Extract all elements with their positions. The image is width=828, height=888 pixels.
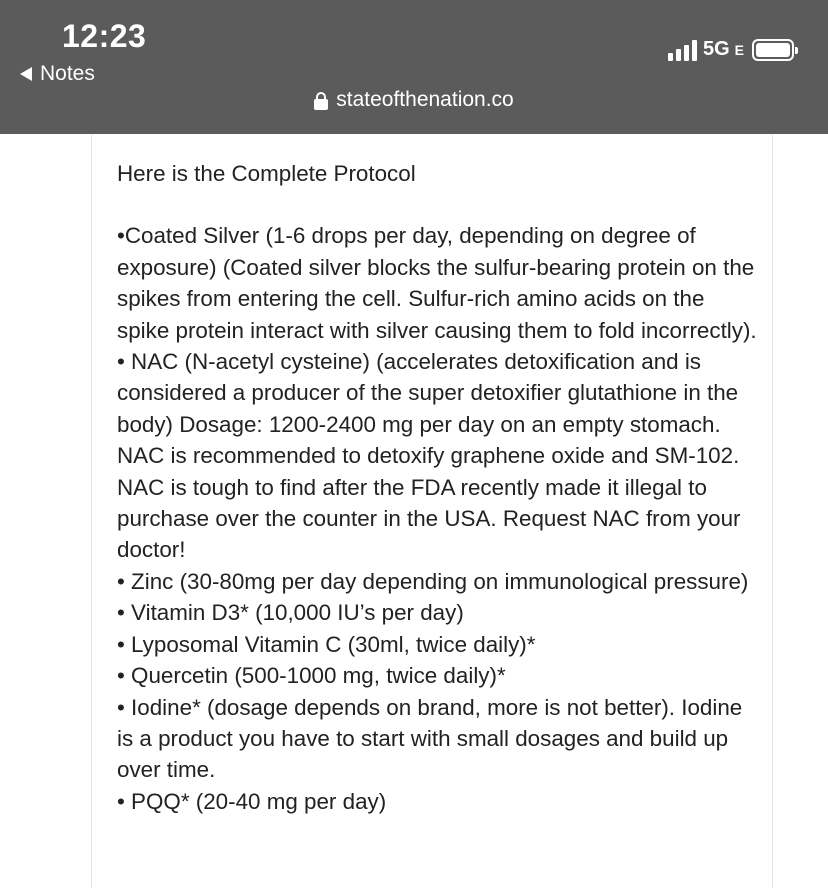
protocol-item: • Iodine* (dosage depends on brand, more is not better). Iodine is a product you have to start with small dosages and build up over time. — [117, 694, 743, 783]
article-heading: Here is the Complete Protocol — [117, 161, 416, 186]
back-triangle-icon — [20, 67, 32, 81]
protocol-item: • Lyposomal Vitamin C (30ml, twice daily)* — [117, 631, 536, 657]
lock-icon — [314, 92, 328, 110]
protocol-item: • Zinc (30-80mg per day depending on immunological pressure) — [117, 568, 749, 594]
protocol-item: •Coated Silver (1-6 drops per day, depending on degree of exposure) (Coated silver blocks the sulfur-bearing protein on the spikes from entering the cell. Sulfur-rich amino acids on the spike protein interact with silver causing them to fold incorrectly). — [117, 223, 757, 343]
cellular-signal-icon — [668, 39, 697, 61]
protocol-item: • Vitamin D3* (10,000 IU’s per day) — [117, 600, 464, 626]
status-indicators — [668, 38, 794, 61]
address-bar[interactable] — [0, 88, 828, 112]
url-text: stateofthenation.co — [336, 88, 514, 111]
network-type: 5G — [702, 38, 730, 60]
protocol-item: • PQQ* (20-40 mg per day) — [117, 788, 387, 814]
battery-icon — [752, 39, 794, 61]
protocol-item: • NAC (N-acetyl cysteine) (accelerates detoxification and is considered a producer of the super detoxifier glutathione in the body) Dosage: 1200-2400 mg per day on an empty stomach. NAC is recommended to detoxify graphene oxide and SM-102. NAC is tough to find after the FDA recently made it illegal to purchase over the counter in the USA. Request NAC from your doctor! — [117, 349, 741, 563]
article-body — [117, 158, 757, 817]
protocol-item: • Quercetin (500-1000 mg, twice daily)* — [117, 663, 506, 689]
network-type-suffix: E — [734, 41, 744, 58]
browser-top-bar — [0, 0, 828, 134]
back-to-notes-button[interactable] — [20, 62, 95, 86]
back-label: Notes — [40, 62, 95, 85]
status-time: 12:23 — [62, 18, 147, 54]
